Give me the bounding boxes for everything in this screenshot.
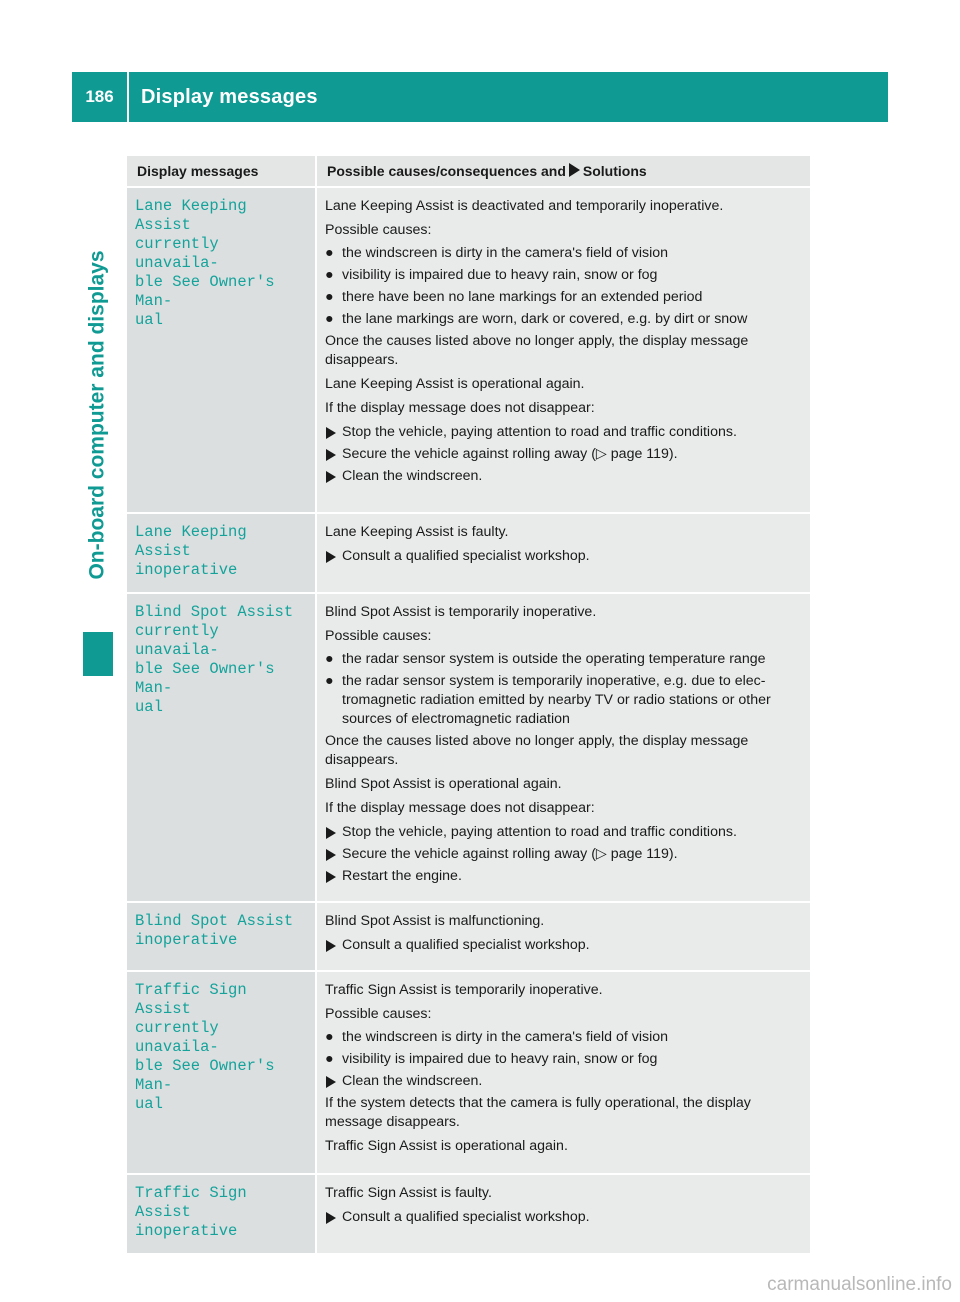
step-text: Secure the vehicle against rolling away (▷ page 119). <box>342 846 678 862</box>
display-messages-table <box>127 156 810 1255</box>
bullet-text: visibility is impaired due to heavy rain, snow or fog <box>342 267 658 283</box>
bullet-item <box>325 310 802 329</box>
arrow-icon <box>326 427 336 439</box>
table-row <box>127 187 810 513</box>
table-row <box>127 1174 810 1254</box>
description-text: Blind Spot Assist is temporarily inoperative. <box>325 604 597 620</box>
step-text: Clean the windscreen. <box>342 468 483 484</box>
description-text: Blind Spot Assist is malfunctioning. <box>325 913 545 929</box>
description-cell <box>316 1174 810 1254</box>
description-text: Traffic Sign Assist is operational again. <box>325 1138 568 1154</box>
bullet-text: the lane markings are worn, dark or covered, e.g. by dirt or snow <box>342 311 748 327</box>
description-text: Once the causes listed above no longer apply, the display message disappears. <box>325 733 749 768</box>
table-header-row <box>127 156 810 187</box>
description-cell <box>316 593 810 902</box>
message-cell <box>127 513 316 593</box>
step-item <box>325 936 802 955</box>
arrow-icon <box>569 163 580 177</box>
display-message-text: Traffic Sign Assist inoperative <box>135 1184 247 1240</box>
bullet-item <box>325 244 802 263</box>
arrow-icon <box>326 551 336 563</box>
step-item <box>325 467 802 486</box>
arrow-icon <box>326 471 336 483</box>
step-text: Stop the vehicle, paying attention to road and traffic conditions. <box>342 424 737 440</box>
description-text: Lane Keeping Assist is faulty. <box>325 524 509 540</box>
column-header-messages: Display messages <box>127 156 316 187</box>
step-text: Secure the vehicle against rolling away (▷ page 119). <box>342 446 678 462</box>
description-cell <box>316 971 810 1174</box>
step-item <box>325 1208 802 1227</box>
table-row <box>127 971 810 1174</box>
description-cell <box>316 902 810 971</box>
description-text: Possible causes: <box>325 628 432 644</box>
step-text: Consult a qualified specialist workshop. <box>342 937 590 953</box>
bullet-text: the radar sensor system is outside the operating temperature range <box>342 651 766 667</box>
arrow-icon <box>326 1212 336 1224</box>
description-text: Lane Keeping Assist is operational again. <box>325 376 585 392</box>
page-header <box>72 72 888 122</box>
step-item <box>325 1072 802 1091</box>
header-divider <box>127 72 129 122</box>
section-side-tab-label: On-board computer and displays <box>86 250 109 580</box>
page-title: Display messages <box>141 85 318 108</box>
display-message-text: Lane Keeping Assist currently unavaila‐ ble See Owner's Man‐ ual <box>135 197 275 329</box>
message-cell <box>127 187 316 513</box>
bullet-item <box>325 288 802 307</box>
bullet-item <box>325 672 802 729</box>
description-text: Blind Spot Assist is operational again. <box>325 776 562 792</box>
bullet-item <box>325 1050 802 1069</box>
bullet-text: the windscreen is dirty in the camera's field of vision <box>342 245 669 261</box>
column-header-causes-prefix: Possible causes/consequences and <box>327 163 566 179</box>
description-text: Once the causes listed above no longer apply, the display message disappears. <box>325 333 749 368</box>
bullet-icon: ● <box>325 673 334 689</box>
description-text: If the display message does not disappear: <box>325 400 595 416</box>
site-watermark: carmanualsonline.info <box>767 1274 952 1295</box>
step-item <box>325 867 802 886</box>
arrow-icon <box>326 871 336 883</box>
bullet-icon: ● <box>325 289 334 305</box>
step-text: Consult a qualified specialist workshop. <box>342 548 590 564</box>
bullet-item <box>325 1028 802 1047</box>
step-text: Restart the engine. <box>342 868 462 884</box>
description-text: Traffic Sign Assist is temporarily inoperative. <box>325 982 603 998</box>
step-text: Clean the windscreen. <box>342 1073 483 1089</box>
bullet-icon: ● <box>325 311 334 327</box>
section-marker-block <box>83 632 113 676</box>
message-cell <box>127 593 316 902</box>
step-item <box>325 823 802 842</box>
table-row <box>127 593 810 902</box>
bullet-icon: ● <box>325 651 334 667</box>
bullet-text: the windscreen is dirty in the camera's field of vision <box>342 1029 669 1045</box>
bullet-icon: ● <box>325 1029 334 1045</box>
page-number: 186 <box>85 87 114 106</box>
display-message-text: Traffic Sign Assist currently unavaila‐ ble See Owner's Man‐ ual <box>135 981 275 1113</box>
bullet-item <box>325 266 802 285</box>
arrow-icon <box>326 849 336 861</box>
bullet-text: there have been no lane markings for an extended period <box>342 289 703 305</box>
step-item <box>325 423 802 442</box>
message-cell <box>127 1174 316 1254</box>
display-message-text: Lane Keeping Assist inoperative <box>135 523 247 579</box>
arrow-icon <box>326 827 336 839</box>
display-message-text: Blind Spot Assist inoperative <box>135 912 294 949</box>
step-text: Stop the vehicle, paying attention to road and traffic conditions. <box>342 824 737 840</box>
description-cell <box>316 187 810 513</box>
step-item <box>325 445 802 464</box>
message-cell <box>127 971 316 1174</box>
bullet-icon: ● <box>325 245 334 261</box>
bullet-item <box>325 650 802 669</box>
bullet-text: visibility is impaired due to heavy rain, snow or fog <box>342 1051 658 1067</box>
column-header-causes <box>316 156 810 187</box>
description-cell <box>316 513 810 593</box>
message-cell <box>127 902 316 971</box>
step-text: Consult a qualified specialist workshop. <box>342 1209 590 1225</box>
arrow-icon <box>326 1076 336 1088</box>
description-text: If the display message does not disappear: <box>325 800 595 816</box>
bullet-icon: ● <box>325 267 334 283</box>
description-text: If the system detects that the camera is fully operational, the display message disappears. <box>325 1095 751 1130</box>
step-item <box>325 845 802 864</box>
description-text: Possible causes: <box>325 222 432 238</box>
bullet-icon: ● <box>325 1051 334 1067</box>
bullet-text: the radar sensor system is temporarily inoperative, e.g. due to elec-tromagnetic radiation emitted by nearby TV or radio stations or other sources of electromagnetic radiation <box>342 673 771 727</box>
step-item <box>325 547 802 566</box>
description-text: Possible causes: <box>325 1006 432 1022</box>
section-side-tab <box>83 225 113 605</box>
table-row <box>127 902 810 971</box>
arrow-icon <box>326 449 336 461</box>
table-row <box>127 513 810 593</box>
column-header-causes-suffix: Solutions <box>582 163 647 179</box>
arrow-icon <box>326 940 336 952</box>
description-text: Lane Keeping Assist is deactivated and temporarily inoperative. <box>325 198 724 214</box>
display-message-text: Blind Spot Assist currently unavaila‐ ble See Owner's Man‐ ual <box>135 603 294 716</box>
description-text: Traffic Sign Assist is faulty. <box>325 1185 492 1201</box>
